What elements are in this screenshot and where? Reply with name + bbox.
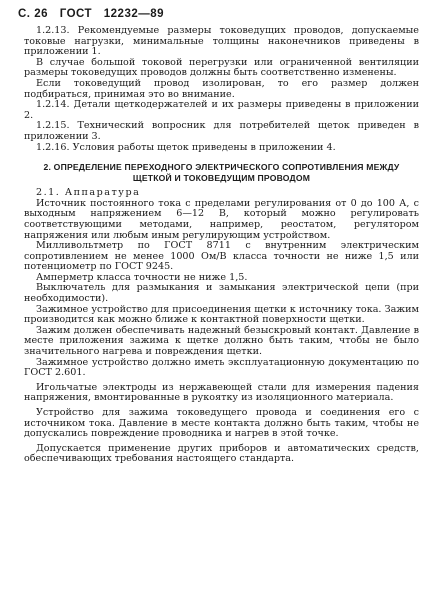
paragraph: Зажимное устройство для присоединения щетки к источнику тока. Зажим производится как можно ближе к контактной поверхности щетки.	[24, 303, 419, 326]
paragraph: Допускается применение других приборов и автоматических средств, обеспечивающих требования настоящего стандарта.	[24, 442, 419, 465]
subsection-heading: 2.1. Аппаратура	[36, 187, 141, 199]
paragraph: Устройство для зажима токоведущего провода и соединения его с источником тока. Давление в месте контакта должно быть таким, чтобы не допускались повреждение проводника и нагрев в этой точке.	[24, 407, 419, 440]
standard-code: 12232—89	[103, 8, 165, 20]
paragraph: Зажимное устройство должно иметь эксплуатационную документацию по ГОСТ 2.601.	[24, 356, 419, 379]
paragraph: Зажим должен обеспечивать надежный безыскровый контакт. Давление в месте приложения зажима к щетке должно быть таким, чтобы не было значительного нагрева и повреждения щетки.	[24, 324, 419, 358]
paragraph: 1.2.15. Технический вопросник для потребителей щеток приведен в приложении 3.	[24, 120, 419, 142]
paragraph: В случае большой токовой перегрузки или ограниченной вентиляции размеры токоведущих проводов должны быть соответственно изменены.	[24, 56, 419, 79]
paragraph: 1.2.14. Детали щеткодержателей и их размеры приведены в приложении 2.	[24, 99, 419, 121]
paragraph: 1.2.13. Рекомендуемые размеры токоведущих проводов, допускаемые токовые нагрузки, минимальные толщины наконечников приведены в приложении 1.	[24, 25, 419, 58]
paragraph: Милливольтметр по ГОСТ 8711 с внутренним электрическим сопротивлением не менее 1000 Ом/В класса точности не ниже 1,5 или потенциометр по ГОСТ 9245.	[24, 240, 419, 273]
page-number: С. 26	[18, 8, 48, 20]
paragraph: Если токоведущий провод изолирован, то его размер должен подбираться, принимая это во внимание.	[24, 77, 419, 100]
section-title: 2. ОПРЕДЕЛЕНИЕ ПЕРЕХОДНОГО ЭЛЕКТРИЧЕСКОГО СОПРОТИВЛЕНИЯ МЕЖДУ ЩЕТКОЙ И ТОКОВЕДУЩИМ ПРОВОДОМ	[43, 162, 400, 184]
document-body	[24, 26, 419, 465]
page-header	[18, 8, 419, 20]
paragraph: 1.2.16. Условия работы щеток приведены в приложении 4.	[36, 141, 336, 153]
standard-label: ГОСТ	[59, 8, 93, 20]
paragraph: Выключатель для размыкания и замыкания электрической цепи (при необходимости).	[24, 282, 419, 305]
paragraph: Источник постоянного тока с пределами регулирования от 0 до 100 А, с выходным напряжением 6—12 В, который можно регулировать соответствующими методами, например, реостатом, регулятором напряжения или любым иным регулирующим устройством.	[24, 197, 419, 241]
paragraph: Игольчатые электроды из нержавеющей стали для измерения падения напряжения, вмонтированные в рукоятку из изоляционного материала.	[24, 381, 419, 404]
paragraph: Амперметр класса точности не ниже 1,5.	[36, 271, 248, 283]
